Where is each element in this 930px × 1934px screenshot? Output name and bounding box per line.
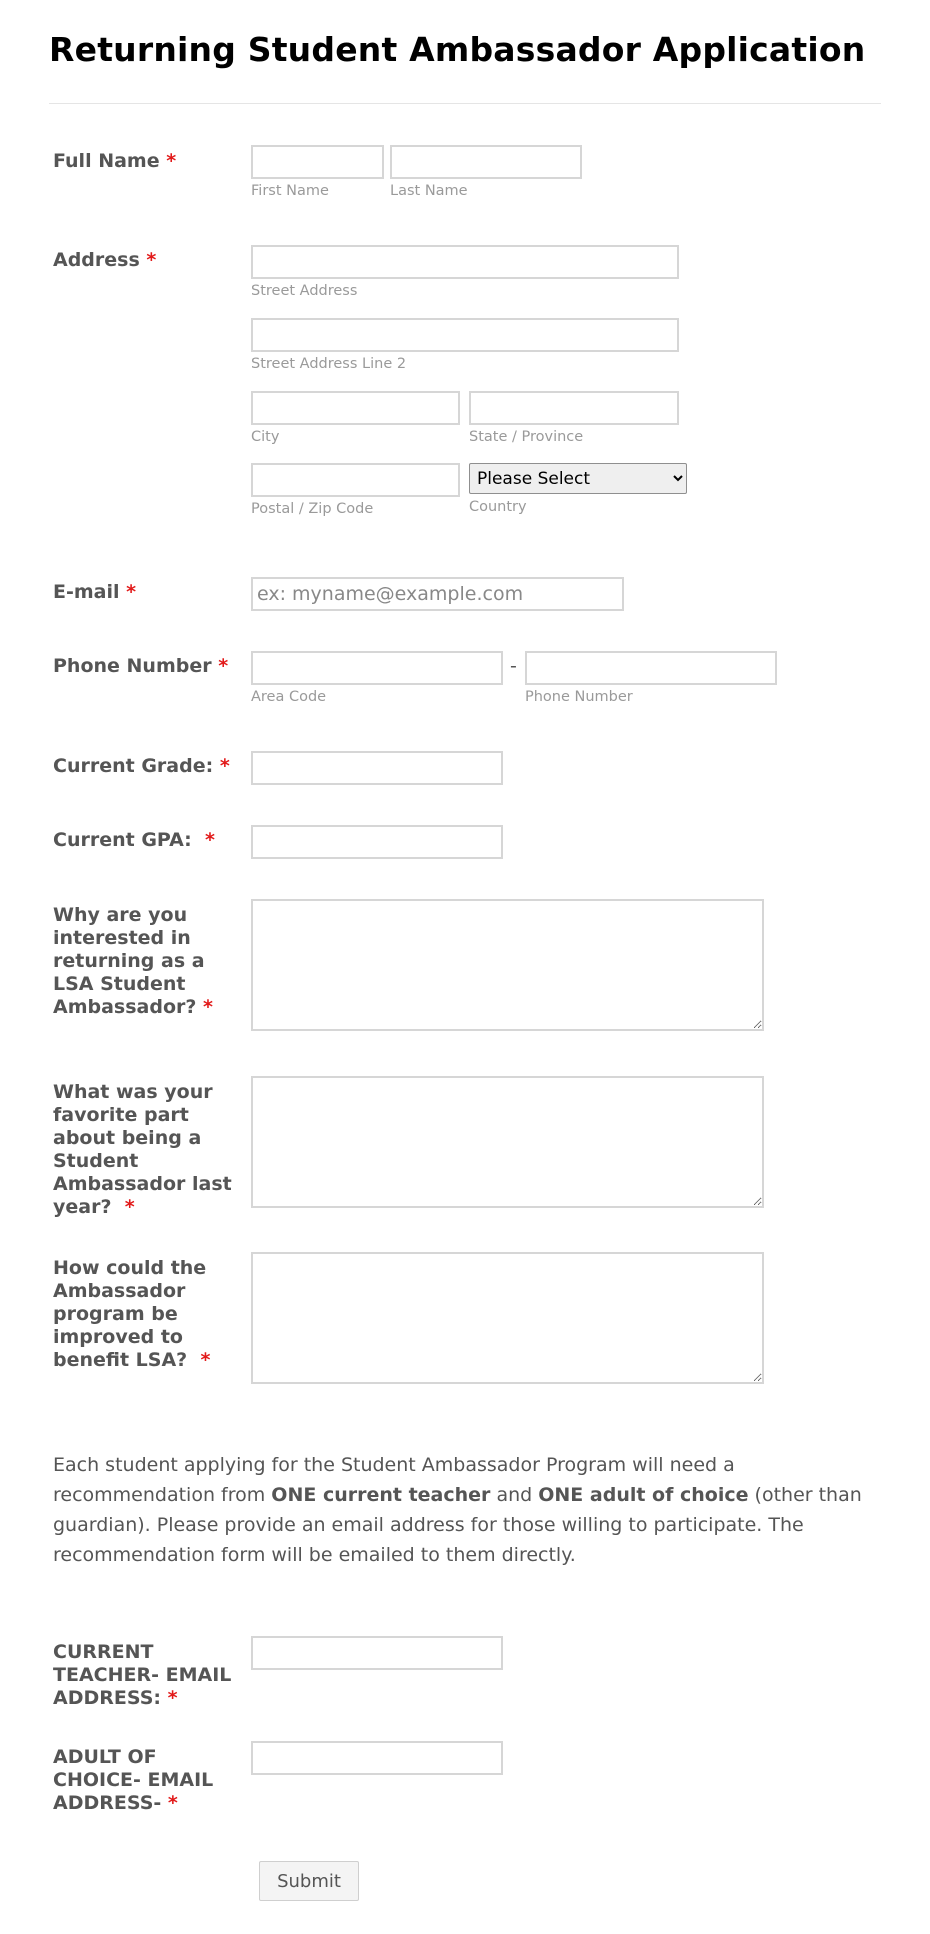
teacher-email-label: CURRENT TEACHER- EMAIL ADDRESS: * [53,1641,232,1709]
city-sublabel: City [251,429,280,445]
current-grade-label: Current Grade: * [53,755,230,777]
required-mark: * [126,581,137,603]
adult-email-input[interactable] [251,1741,503,1775]
title-divider [49,103,881,104]
current-gpa-label: Current GPA: * [53,829,215,851]
phone-number-input[interactable] [525,651,777,685]
required-mark: * [146,249,157,271]
q3-textarea[interactable] [251,1252,764,1384]
q2-label: What was your favorite part about being a Student Ambassador last year? * [53,1081,232,1218]
last-name-sublabel: Last Name [390,183,468,199]
state-province-sublabel: State / Province [469,429,584,445]
address-label: Address * [53,249,157,271]
postal-code-sublabel: Postal / Zip Code [251,501,374,517]
street-address-input[interactable] [251,245,679,279]
email-label: E-mail * [53,581,137,603]
required-mark: * [124,1196,135,1218]
required-mark: * [203,996,213,1018]
required-mark: * [205,829,215,851]
street-address-sublabel: Street Address [251,283,358,299]
email-input[interactable] [251,577,624,611]
postal-code-input[interactable] [251,463,460,497]
teacher-email-input[interactable] [251,1636,503,1670]
area-code-input[interactable] [251,651,503,685]
area-code-sublabel: Area Code [251,689,327,705]
required-mark: * [218,655,229,677]
current-gpa-input[interactable] [251,825,503,859]
required-mark: * [200,1349,211,1371]
q1-label: Why are you interested in returning as a LSA Student Ambassador? * [53,904,213,1018]
city-input[interactable] [251,391,460,425]
required-mark: * [219,755,230,777]
phone-separator: - [510,655,517,677]
full-name-label: Full Name * [53,150,177,172]
first-name-sublabel: First Name [251,183,329,199]
required-mark: * [167,1687,178,1709]
recommendation-info-text: Each student applying for the Student Ambassador Program will need a recommendation from ONE current teacher and ONE adult of choice (other than guardian). Please provide an email address for those willing to participate. The recommendation form will be emailed to them directly. [53,1454,862,1566]
country-sublabel: Country [469,499,527,515]
q1-textarea[interactable] [251,899,764,1031]
last-name-input[interactable] [390,145,582,179]
required-mark: * [167,1792,178,1814]
current-grade-input[interactable] [251,751,503,785]
phone-number-sublabel: Phone Number [525,689,633,705]
street-address-line2-sublabel: Street Address Line 2 [251,356,407,372]
required-mark: * [166,150,177,172]
q3-label: How could the Ambassador program be improved to benefit LSA? * [53,1257,211,1371]
submit-button[interactable]: Submit [259,1861,359,1901]
street-address-line2-input[interactable] [251,318,679,352]
first-name-input[interactable] [251,145,384,179]
adult-email-label: ADULT OF CHOICE- EMAIL ADDRESS- * [53,1746,214,1814]
country-select[interactable] [469,463,687,494]
page-title: Returning Student Ambassador Application [49,30,866,69]
state-province-input[interactable] [469,391,679,425]
q2-textarea[interactable] [251,1076,764,1208]
phone-label: Phone Number * [53,655,229,677]
